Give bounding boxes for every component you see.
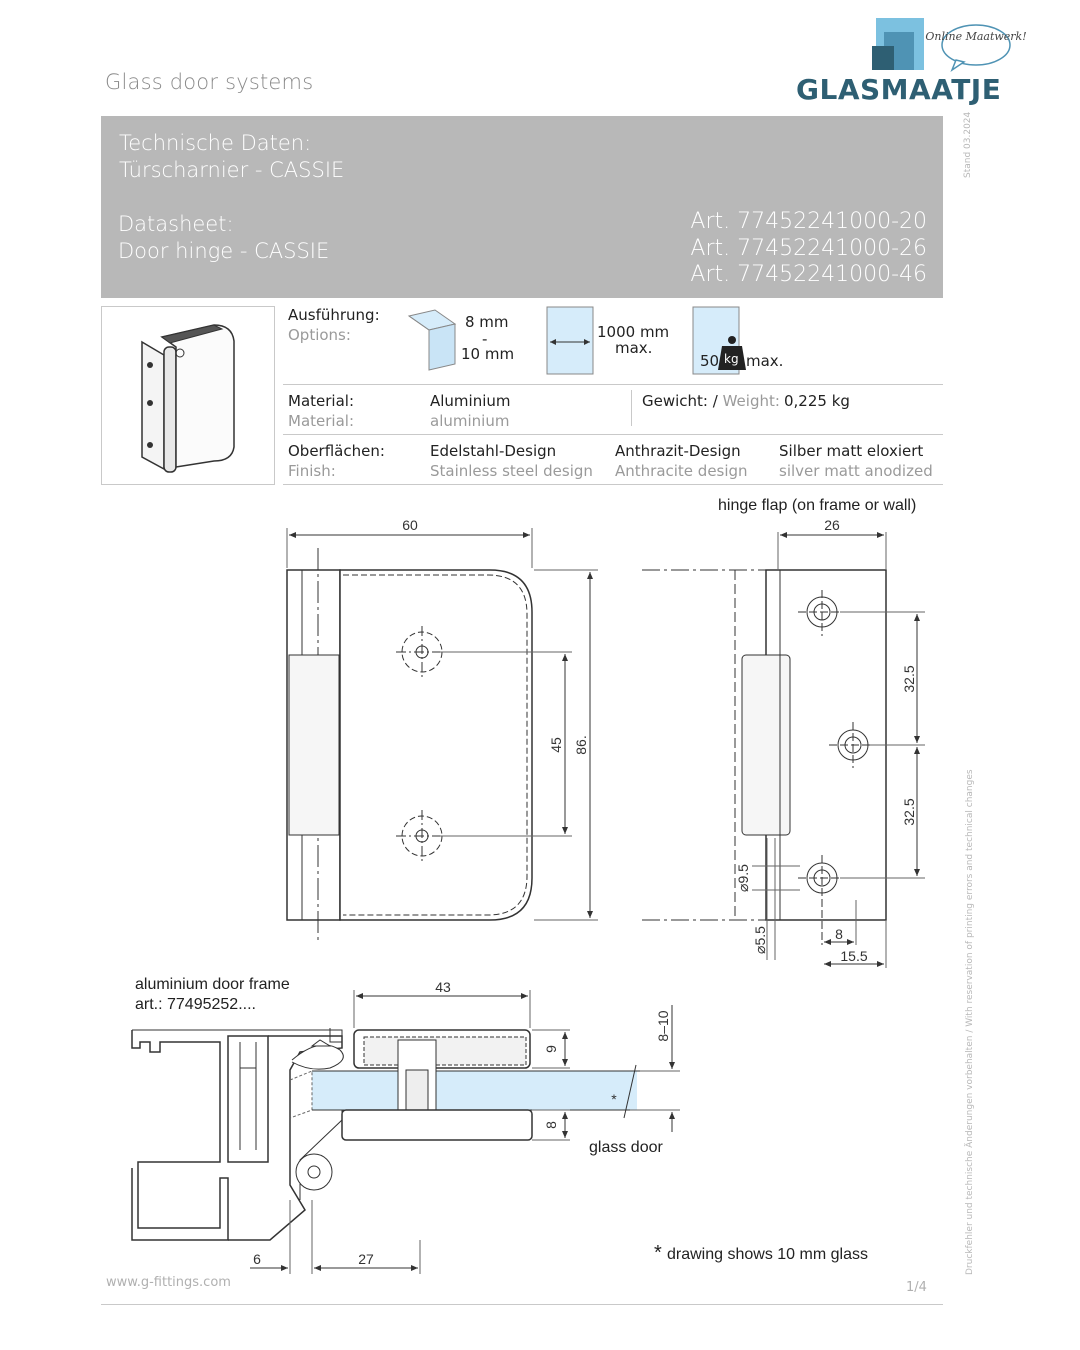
options-label: Ausführung: — [288, 306, 380, 324]
glass-door-label: glass door — [589, 1139, 663, 1156]
finish-option-en: silver matt anodized — [779, 462, 933, 480]
drawing-note: drawing shows 10 mm glass — [667, 1246, 868, 1263]
article-number: Art. 77452241000-26 — [690, 236, 927, 261]
article-number: Art. 77452241000-46 — [690, 262, 927, 287]
thickness-max: 10 mm — [461, 345, 515, 363]
hinge-illustration — [102, 307, 276, 486]
door-weight-max: max. — [746, 352, 784, 370]
finish-option: Anthrazit-Design — [615, 442, 741, 460]
material-label-en: Material: — [288, 412, 354, 430]
dim-section-top: 9 — [543, 1045, 559, 1053]
finish-option-en: Anthracite design — [615, 462, 748, 480]
weight-value: 0,225 kg — [784, 392, 850, 410]
logo-tag-1: Online Maatwerk! — [925, 30, 1027, 43]
page-number: 1/4 — [906, 1280, 927, 1295]
door-weight-unit: kg — [724, 352, 739, 366]
dim-flap-offset: 15.5 — [840, 948, 868, 964]
dim-section-bottom: 8 — [543, 1121, 559, 1129]
dim-section-offset: 6 — [253, 1251, 261, 1267]
dim-holes-spacing: 45 — [548, 737, 564, 753]
options-label-en: Options: — [288, 326, 351, 344]
title-en-1: Datasheet: — [118, 212, 234, 236]
dim-flap-spacing: 32.5 — [901, 798, 917, 826]
material-value: Aluminium — [430, 392, 511, 410]
door-width-icon — [546, 306, 594, 376]
technical-drawing — [0, 490, 1080, 1290]
frame-article: art.: 77495252.... — [135, 996, 256, 1013]
finish-label-en: Finish: — [288, 462, 336, 480]
dim-flap-diameter: ⌀9.5 — [735, 864, 751, 892]
dim-height: 86. — [573, 735, 589, 755]
section-label: Glass door systems — [105, 70, 314, 94]
footer-divider — [101, 1304, 943, 1305]
dim-front-width: 60 — [402, 517, 418, 533]
dim-section-width: 43 — [435, 979, 451, 995]
material-label: Material: — [288, 392, 354, 410]
article-number: Art. 77452241000-20 — [690, 209, 927, 234]
divider — [631, 390, 632, 426]
disclaimer: Druckfehler und technische Änderungen vorbehalten / With reservation of printing errors and technical changes — [965, 769, 975, 1275]
thickness-min: 8 mm — [465, 313, 509, 331]
divider — [283, 484, 943, 485]
title-de-1: Technische Daten: — [119, 131, 312, 155]
door-width-max: max. — [615, 339, 653, 357]
dim-flap-spacing: 32.5 — [901, 665, 917, 693]
finish-option-en: Stainless steel design — [430, 462, 593, 480]
finish-option: Edelstahl-Design — [430, 442, 557, 460]
frame-label: aluminium door frame — [135, 976, 290, 993]
material-value-en: aluminium — [430, 412, 510, 430]
finish-option: Silber matt eloxiert — [779, 442, 924, 460]
weight-label: Gewicht: / Weight: — [642, 392, 780, 410]
note-asterisk: * — [654, 1242, 662, 1264]
section-view — [132, 990, 680, 1274]
side-view — [642, 532, 925, 968]
dim-section-offset: 27 — [358, 1251, 374, 1267]
flap-label: hinge flap (on frame or wall) — [718, 497, 917, 514]
finish-label: Oberflächen: — [288, 442, 385, 460]
door-weight-value: 50 — [700, 352, 720, 370]
dim-flap-width: 26 — [824, 517, 840, 533]
front-view — [287, 528, 598, 940]
title-en-2: Door hinge - CASSIE — [118, 239, 330, 263]
door-width-value: 1000 mm — [597, 323, 670, 341]
product-thumbnail — [101, 306, 275, 485]
footer-url[interactable]: www.g-fittings.com — [106, 1275, 231, 1290]
brand-name: GLASMAATJE — [796, 73, 1002, 106]
glass-asterisk: * — [611, 1091, 617, 1107]
thickness-dash: - — [482, 330, 488, 348]
glass-thickness-icon — [405, 306, 465, 366]
dim-flap-diameter: ⌀5.5 — [752, 926, 768, 954]
divider — [283, 384, 943, 385]
title-de-2: Türscharnier - CASSIE — [119, 158, 345, 182]
divider — [283, 434, 943, 435]
dim-flap-offset: 8 — [835, 926, 843, 942]
stand-date: Stand 03.2024 — [963, 111, 973, 178]
dim-glass-thickness: 8–10 — [655, 1010, 671, 1042]
